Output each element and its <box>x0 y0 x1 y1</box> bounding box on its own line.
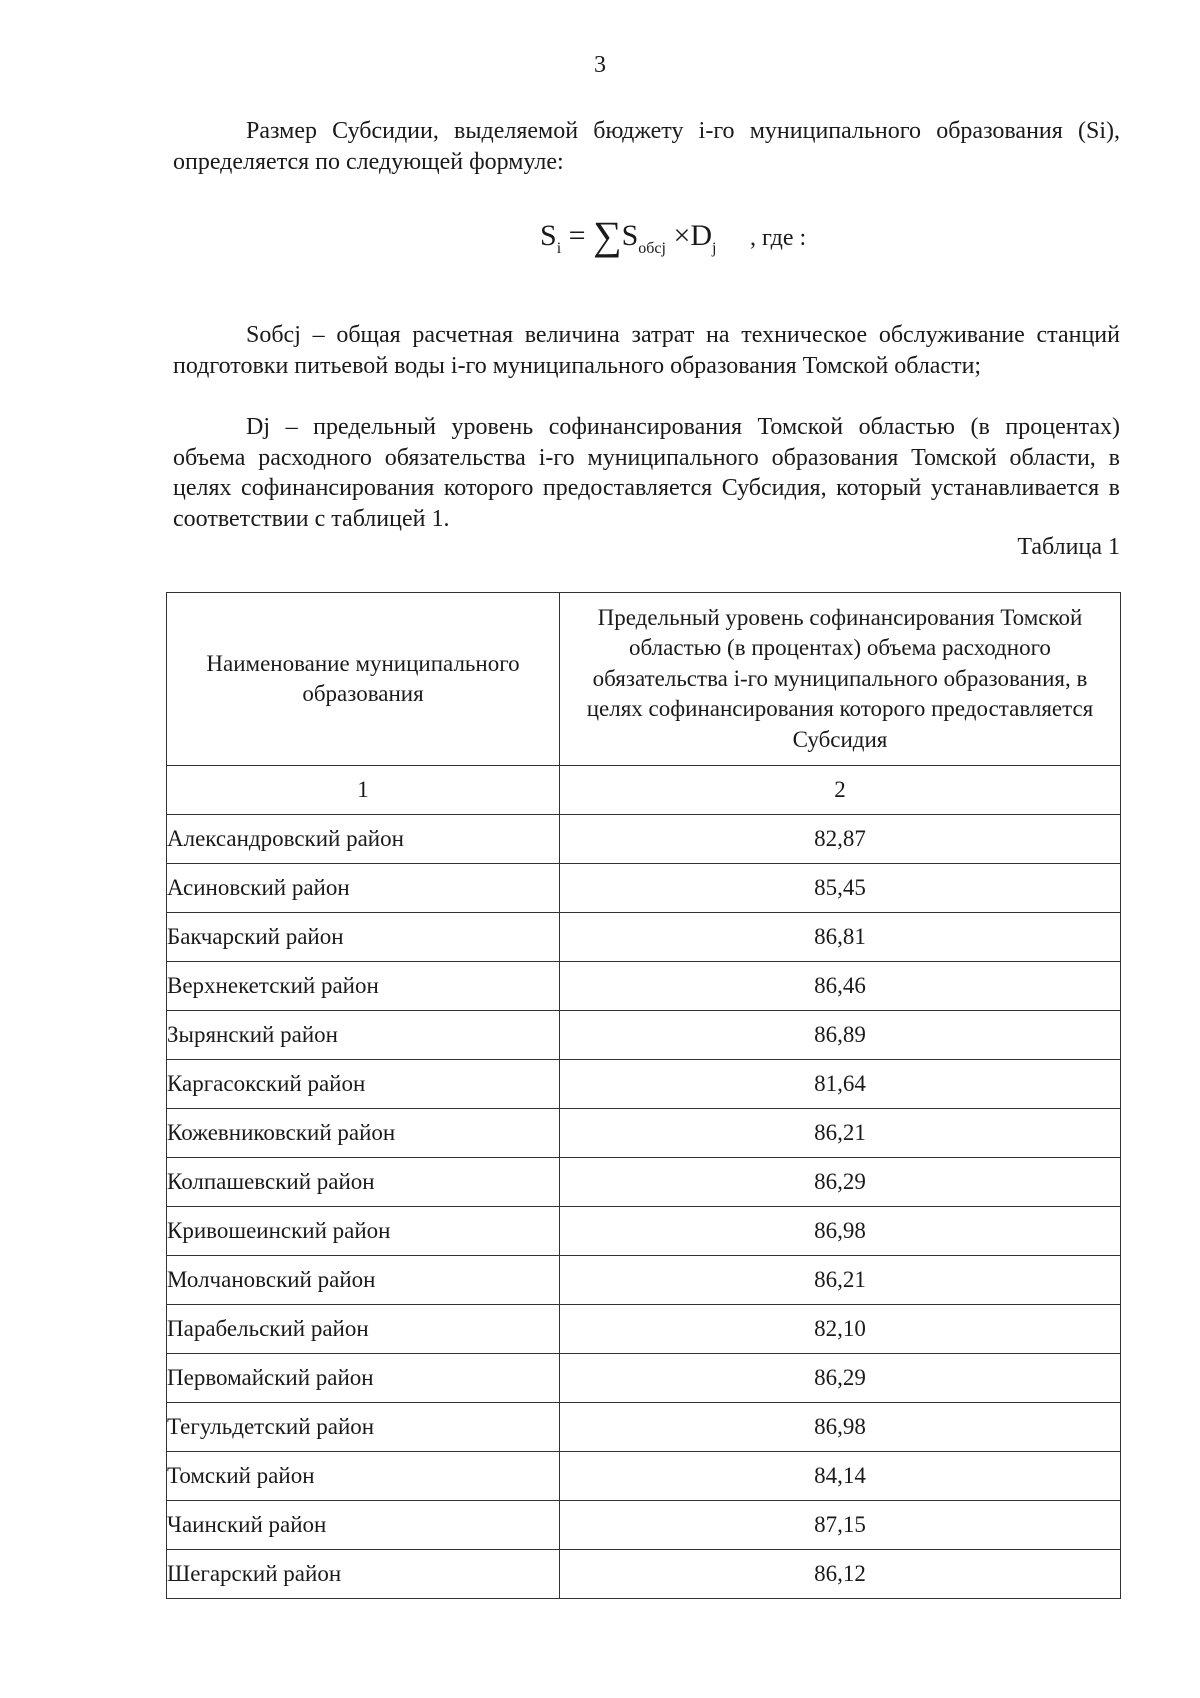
municipality-name: Шегарский район <box>167 1550 560 1599</box>
table-row <box>167 1354 1121 1403</box>
column-number-1: 1 <box>167 766 560 815</box>
cofinancing-value: 86,89 <box>560 1011 1121 1060</box>
cofinancing-value: 84,14 <box>560 1452 1121 1501</box>
table-label: Таблица 1 <box>1017 534 1120 560</box>
table-row <box>167 962 1121 1011</box>
cofinancing-value: 82,10 <box>560 1305 1121 1354</box>
table-row <box>167 1256 1121 1305</box>
table-row <box>167 1158 1121 1207</box>
header-municipality: Наименование муниципального образования <box>167 593 560 766</box>
subsidy-formula <box>540 212 806 259</box>
cofinancing-value: 86,29 <box>560 1158 1121 1207</box>
municipality-name: Кожевниковский район <box>167 1109 560 1158</box>
municipality-name: Асиновский район <box>167 864 560 913</box>
paragraph-dj-definition: Dj – предельный уровень софинансирования Томской областью (в процентах) объема расходного обязательства i-го муниципального образования Томской области, в целях софинансирования которого предоставляется Субсидия, который устанавливается в соответствии с таблицей 1. <box>173 414 1120 532</box>
table-row <box>167 1060 1121 1109</box>
municipality-name: Колпашевский район <box>167 1158 560 1207</box>
cofinancing-value: 86,98 <box>560 1403 1121 1452</box>
municipality-name: Молчановский район <box>167 1256 560 1305</box>
table-row <box>167 1011 1121 1060</box>
cofinancing-value: 86,46 <box>560 962 1121 1011</box>
cofinancing-value: 86,12 <box>560 1550 1121 1599</box>
formula-lhs: S <box>540 219 557 252</box>
municipality-name: Каргасокский район <box>167 1060 560 1109</box>
municipality-name: Верхнекетский район <box>167 962 560 1011</box>
formula-equals: = <box>568 219 586 252</box>
table-header-row <box>167 593 1121 766</box>
formula-lhs-subscript: i <box>556 240 562 257</box>
formula-term2-subscript: j <box>712 240 717 257</box>
paragraph-sobcj-definition: Sобcj – общая расчетная величина затрат на техническое обслуживание станций подготовки питьевой воды i-го муниципального образования Томской области; <box>173 322 1120 379</box>
cofinancing-value: 86,98 <box>560 1207 1121 1256</box>
paragraph-subsidy-size: Размер Субсидии, выделяемой бюджету i-го муниципального образования (Si), определяется по следующей формуле: <box>173 118 1120 175</box>
cofinancing-value: 81,64 <box>560 1060 1121 1109</box>
table-row <box>167 1403 1121 1452</box>
column-number-row <box>167 766 1121 815</box>
cofinancing-value: 86,81 <box>560 913 1121 962</box>
table-row <box>167 1452 1121 1501</box>
table-row <box>167 864 1121 913</box>
sum-symbol: ∑ <box>593 213 622 258</box>
cofinancing-table <box>166 592 1121 1599</box>
formula-times: × <box>673 219 691 252</box>
municipality-name: Чаинский район <box>167 1501 560 1550</box>
table-row <box>167 815 1121 864</box>
table-row <box>167 1109 1121 1158</box>
municipality-name: Парабельский район <box>167 1305 560 1354</box>
municipality-name: Тегульдетский район <box>167 1403 560 1452</box>
page-number: 3 <box>594 52 606 78</box>
column-number-2: 2 <box>560 766 1121 815</box>
cofinancing-value: 82,87 <box>560 815 1121 864</box>
municipality-name: Зырянский район <box>167 1011 560 1060</box>
cofinancing-value: 86,21 <box>560 1256 1121 1305</box>
table-row <box>167 913 1121 962</box>
municipality-name: Кривошеинский район <box>167 1207 560 1256</box>
cofinancing-value: 85,45 <box>560 864 1121 913</box>
table-row <box>167 1305 1121 1354</box>
cofinancing-value: 86,21 <box>560 1109 1121 1158</box>
formula-term2: D <box>690 219 713 252</box>
formula-term1: S <box>621 219 639 252</box>
municipality-name: Александровский район <box>167 815 560 864</box>
table-row <box>167 1501 1121 1550</box>
table-row <box>167 1550 1121 1599</box>
formula-where: , где : <box>750 225 807 251</box>
municipality-name: Томский район <box>167 1452 560 1501</box>
municipality-name: Бакчарский район <box>167 913 560 962</box>
table-row <box>167 1207 1121 1256</box>
cofinancing-value: 86,29 <box>560 1354 1121 1403</box>
header-cofinancing-level: Предельный уровень софинансирования Томской областью (в процентах) объема расходного обязательства i-го муниципального образования, в целях софинансирования которого предоставляется Субсидия <box>560 593 1121 766</box>
municipality-name: Первомайский район <box>167 1354 560 1403</box>
cofinancing-value: 87,15 <box>560 1501 1121 1550</box>
formula-term1-subscript: обcj <box>638 240 666 257</box>
